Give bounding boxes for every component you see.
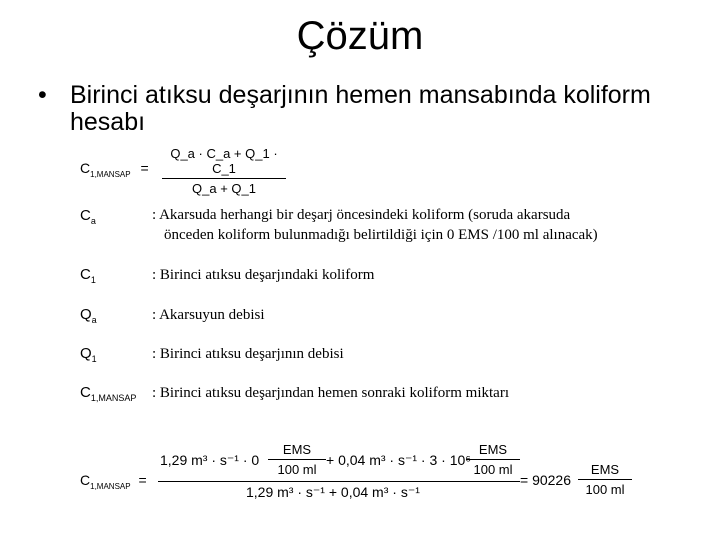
def-symbol-q1: $Q_1$ xyxy=(80,345,97,364)
calc-unit-frac-1 xyxy=(268,442,326,477)
def-text-ca xyxy=(152,205,598,245)
def-text-c1-mansap: : Birinci atıksu deşarjından hemen sonraki koliform miktarı xyxy=(152,385,510,401)
calc-equals: = xyxy=(138,472,147,488)
calc-numerator-part2: + 0,04 m³ · s⁻¹ · 3 · 10⁶ xyxy=(326,452,472,468)
formula-lhs-symbol: C xyxy=(80,160,91,176)
def-symbol-c1: $C_1$ xyxy=(80,266,96,285)
formula-lhs xyxy=(80,160,149,179)
calc-ems-1: EMS xyxy=(282,442,312,457)
slide-title: Çözüm xyxy=(296,14,424,58)
def-text-q1: : Birinci atıksu deşarjının debisi xyxy=(152,346,344,362)
formula-equals: = xyxy=(140,160,149,176)
bullet-text: Birinci atıksu deşarjının hemen mansabında koliform hesabı xyxy=(70,81,651,136)
formula-denominator: Q_a + Q_1 xyxy=(162,178,286,196)
calc-unit-frac-3 xyxy=(578,462,632,497)
def-text-c1: : Birinci atıksu deşarjındaki koliform xyxy=(152,267,375,283)
def-symbol-c1-mansap: $C_{1,MANSAP}$ xyxy=(80,384,137,403)
calc-unit-3: 100 ml xyxy=(578,479,632,497)
calc-unit-2: 100 ml xyxy=(466,459,520,477)
formula-numerator: Q_a · C_a + Q_1 · C_1 xyxy=(170,146,278,176)
calc-ems-3: EMS xyxy=(590,462,620,477)
def-symbol-ca: $C_a$ xyxy=(80,207,96,226)
def-line-2: önceden koliform bulunmadığı belirtildiği için 0 EMS /100 ml alınacak) xyxy=(164,227,598,243)
calc-ems-2: EMS xyxy=(478,442,508,457)
calc-fraction-bar xyxy=(158,481,520,482)
calc-unit-1: 100 ml xyxy=(268,459,326,477)
formula-fraction xyxy=(162,146,286,196)
def-text-qa: : Akarsuyun debisi xyxy=(152,307,265,323)
def-line-1: : Akarsuda herhangi bir deşarj öncesindeki koliform (soruda akarsuda xyxy=(152,207,571,223)
calc-result: = 90226 xyxy=(520,472,571,488)
def-symbol-qa: $Q_a$ xyxy=(80,306,97,325)
calc-unit-frac-2 xyxy=(466,442,520,477)
calc-lhs: $C_{1,MANSAP}$ = xyxy=(80,472,147,491)
formula-lhs-subscript: 1,MANSAP xyxy=(90,169,131,179)
calc-numerator-part1: 1,29 m³ · s⁻¹ · 0 xyxy=(160,452,260,468)
bullet-item xyxy=(40,82,680,136)
bullet-marker: • xyxy=(38,81,47,109)
calc-denominator: 1,29 m³ · s⁻¹ + 0,04 m³ · s⁻¹ xyxy=(246,484,420,500)
